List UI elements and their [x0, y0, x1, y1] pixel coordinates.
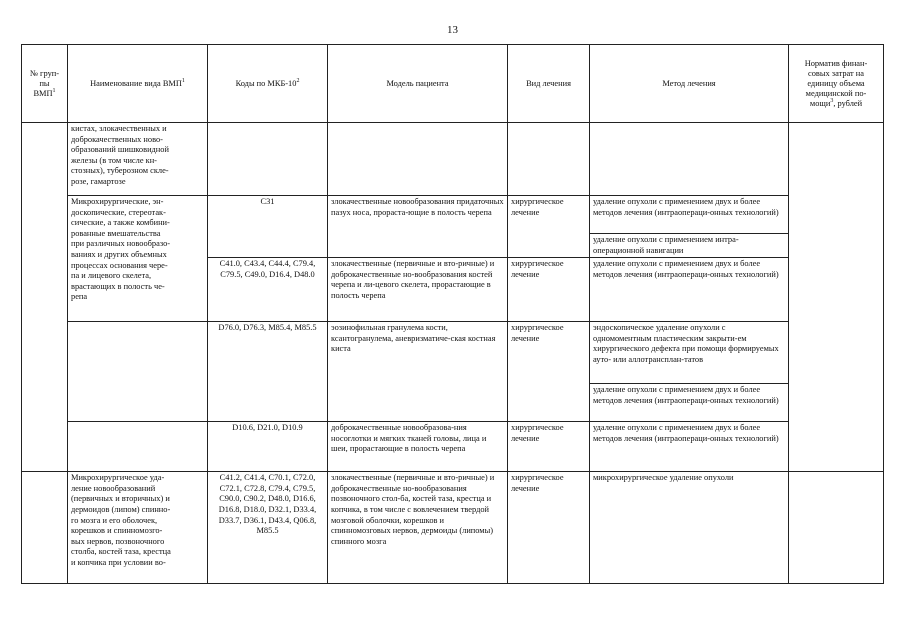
model-cell: злокачественные (первичные и вто-ричные) и доброкачественные но-вообразования костей черепа и ли-цевого скелета, прорастающие в полость черепа [328, 258, 508, 322]
method-cell [590, 123, 789, 196]
header-method: Метод лечения [590, 45, 789, 123]
header-model: Модель пациента [328, 45, 508, 123]
table-row [22, 123, 884, 196]
header-treatment-type: Вид лечения [508, 45, 590, 123]
treatment-type-cell: хирургическое лечение [508, 196, 590, 258]
treatment-type-cell: хирургическое лечение [508, 422, 590, 472]
header-group-no: № груп- пы ВМП$^1$ [22, 45, 68, 123]
codes-cell: D10.6, D21.0, D10.9 [208, 422, 328, 472]
model-cell: доброкачественные новообразова-ния носоглотки и мягких тканей головы, лица и шеи, прорастающие в полость черепа [328, 422, 508, 472]
model-cell: злокачественные (первичные и вто-ричные) и доброкачественные но-вообразования позвоночного стол-ба, костей таза, крестца и копчика, в том числе с вовлечением твердой мозговой оболочки, корешков и спинномозговых нервов, дермоиды (липомы) спинного мозга [328, 472, 508, 584]
method-cell: удаление опухоли с применением двух и более методов лечения (интраопераци-онных технологий) [590, 258, 789, 322]
model-cell: злокачественные новообразования придаточных пазух носа, прораста-ющие в полость черепа [328, 196, 508, 258]
vmp-name-cell: Микрохирургические, эн- доскопические, стереотак- сические, а также комбини- рованные вмешательства при различных новообразо- ваниях и других объемных процессах основания чере- па и лицевого скелета, врастающих в полость че- репа [68, 196, 208, 322]
table-row [22, 322, 884, 384]
norm-cell [789, 472, 884, 584]
method-cell: удаление опухоли с применением двух и более методов лечения (интраопераци-онных технологий) [590, 384, 789, 422]
header-norm: Норматив финан- совых затрат на единицу объема медицинской по- мощи$^3$, рублей [789, 45, 884, 123]
method-cell: удаление опухоли с применением двух и более методов лечения (интраопераци-онных технологий) [590, 196, 789, 234]
codes-cell: D76.0, D76.3, M85.4, M85.5 [208, 322, 328, 422]
model-cell [328, 123, 508, 196]
header-name: Наименование вида ВМП$^1$ [68, 45, 208, 123]
vmp-name-cell [68, 422, 208, 472]
group-number-cell [22, 123, 68, 472]
codes-cell: C41.0, C43.4, C44.4, C79.4, C79.5, C49.0, D16.4, D48.0 [208, 258, 328, 322]
table-row [22, 472, 884, 584]
treatment-type-cell: хирургическое лечение [508, 472, 590, 584]
treatment-type-cell: хирургическое лечение [508, 322, 590, 422]
vmp-table [21, 44, 884, 584]
codes-cell: C31 [208, 196, 328, 258]
vmp-name-cell [68, 322, 208, 422]
vmp-name-cell: кистах, злокачественных и доброкачественных ново- образований шишковидной железы (в том числе кн- стозных), туберозном скле- розе, гамартозе [68, 123, 208, 196]
method-cell: удаление опухоли с применением интра-операционной навигации [590, 234, 789, 258]
group-number-cell [22, 472, 68, 584]
norm-cell [789, 123, 884, 472]
treatment-type-cell [508, 123, 590, 196]
header-row [22, 45, 884, 123]
header-codes: Коды по МКБ-$10^2$ [208, 45, 328, 123]
table-row [22, 196, 884, 234]
codes-cell [208, 123, 328, 196]
codes-cell: C41.2, C41.4, C70.1, C72.0, C72.1, C72.8, C79.4, C79.5, C90.0, C90.2, D48.0, D16.6, D16.8, D18.0, D32.1, D33.4, D33.7, D36.1, D43.4, Q06.8, M85.5 [208, 472, 328, 584]
method-cell: удаление опухоли с применением двух и более методов лечения (интраопераци-онных технологий) [590, 422, 789, 472]
page-number: 13 [447, 24, 458, 36]
table-row [22, 422, 884, 472]
method-cell: эндоскопическое удаление опухоли с одномоментным пластическим закрыти-ем хирургического дефекта при помощи формируемых ауто- или аллотрансплан-татов [590, 322, 789, 384]
vmp-name-cell: Микрохирургическое уда- ление новообразований (первичных и вторичных) и дермоидов (липом) спинно- го мозга и его оболочек, корешков и спинномозго- вых нервов, позвоночного столба, костей таза, крестца и копчика при условии во- [68, 472, 208, 584]
treatment-type-cell: хирургическое лечение [508, 258, 590, 322]
method-cell: микрохирургическое удаление опухоли [590, 472, 789, 584]
model-cell: эозинофильная гранулема кости, ксантогранулема, аневризматиче-ская костная киста [328, 322, 508, 422]
